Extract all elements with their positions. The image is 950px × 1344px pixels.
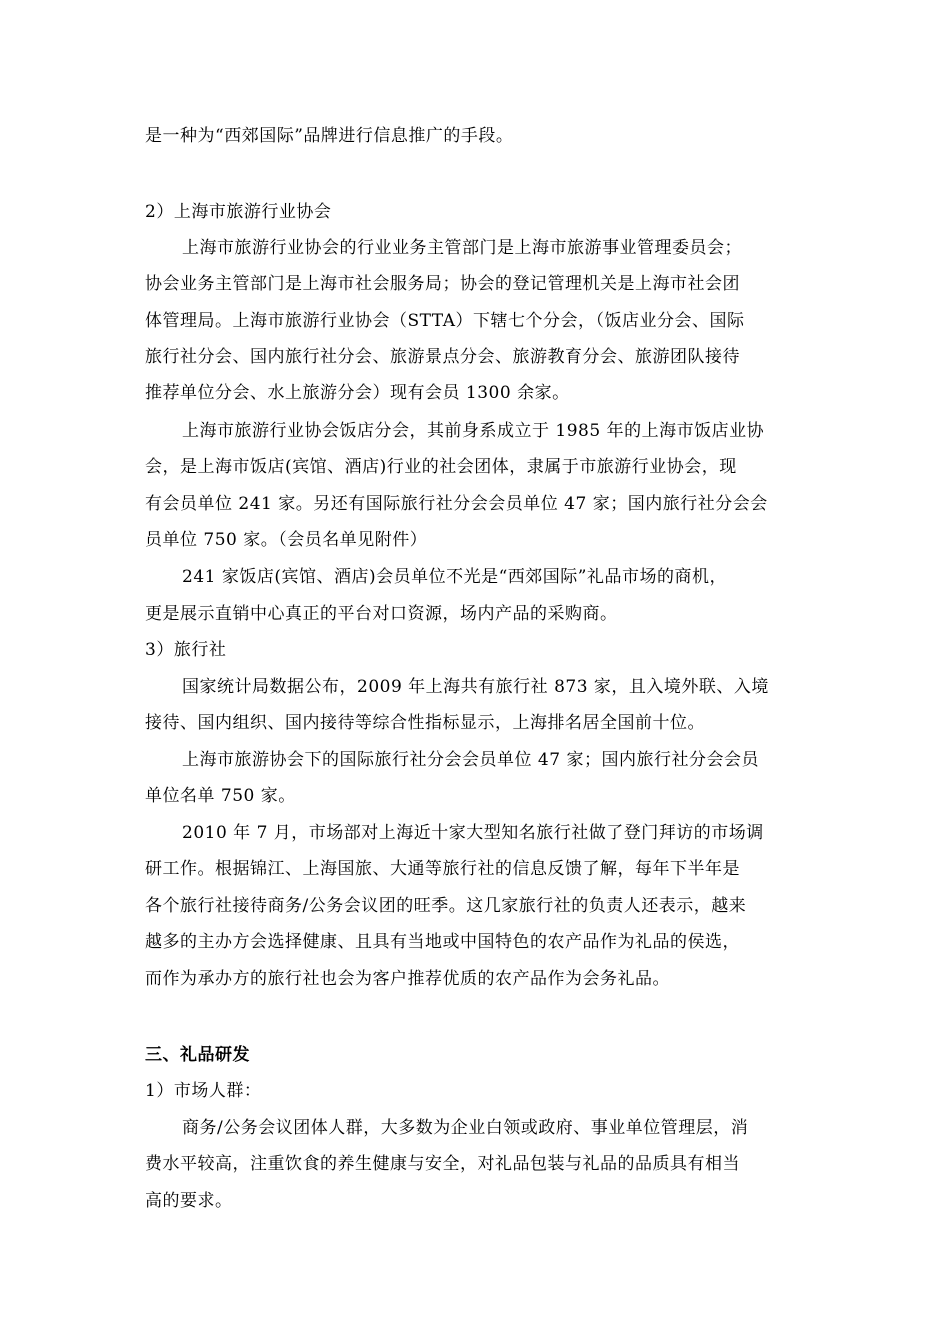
paragraph-line: 241 家饭店(宾馆、酒店)会员单位不光是“西郊国际”礼品市场的商机， [182, 567, 727, 587]
paragraph-line: 上海市旅游行业协会的行业业务主管部门是上海市旅游事业管理委员会； [182, 238, 742, 258]
paragraph-line: 更是展示直销中心真正的平台对口资源，场内产品的采购商。 [145, 604, 618, 624]
paragraph-line: 研工作。根据锦江、上海国旅、大通等旅行社的信息反馈了解，每年下半年是 [145, 859, 740, 879]
paragraph-line: 接待、国内组织、国内接待等综合性指标显示，上海排名居全国前十位。 [145, 713, 705, 733]
section-subheading: 2）上海市旅游行业协会 [145, 202, 332, 222]
paragraph-line: 会，是上海市饭店(宾馆、酒店)行业的社会团体，隶属于市旅游行业协会，现 [145, 457, 737, 477]
paragraph-line: 上海市旅游行业协会饭店分会，其前身系成立于 1985 年的上海市饭店业协 [182, 421, 765, 441]
paragraph-line: 2010 年 7 月，市场部对上海近十家大型知名旅行社做了登门拜访的市场调 [182, 823, 764, 843]
paragraph-line: 高的要求。 [145, 1191, 233, 1211]
paragraph-line: 是一种为“西郊国际”品牌进行信息推广的手段。 [145, 126, 514, 146]
section-subheading: 1）市场人群： [145, 1081, 262, 1101]
paragraph-line: 而作为承办方的旅行社也会为客户推荐优质的农产品作为会务礼品。 [145, 969, 670, 989]
paragraph-line: 国家统计局数据公布，2009 年上海共有旅行社 873 家，且入境外联、入境 [182, 677, 769, 697]
paragraph-line: 各个旅行社接待商务/公务会议团的旺季。这几家旅行社的负责人还表示，越来 [145, 896, 747, 916]
section-subheading: 3）旅行社 [145, 640, 227, 660]
paragraph-line: 有会员单位 241 家。另还有国际旅行社分会会员单位 47 家；国内旅行社分会会 [145, 494, 768, 514]
paragraph-line: 旅行社分会、国内旅行社分会、旅游景点分会、旅游教育分会、旅游团队接待 [145, 347, 740, 367]
section-heading: 三、礼品研发 [145, 1045, 250, 1065]
paragraph-line: 员单位 750 家。（会员名单见附件） [145, 530, 428, 550]
paragraph-line: 越多的主办方会选择健康、且具有当地或中国特色的农产品作为礼品的侯选， [145, 932, 740, 952]
paragraph-line: 商务/公务会议团体人群，大多数为企业白领或政府、事业单位管理层，消 [182, 1118, 749, 1138]
paragraph-line: 单位名单 750 家。 [145, 786, 296, 806]
paragraph-line: 上海市旅游协会下的国际旅行社分会会员单位 47 家；国内旅行社分会会员 [182, 750, 759, 770]
paragraph-line: 费水平较高，注重饮食的养生健康与安全，对礼品包装与礼品的品质具有相当 [145, 1154, 740, 1174]
paragraph-line: 协会业务主管部门是上海市社会服务局；协会的登记管理机关是上海市社会团 [145, 274, 740, 294]
paragraph-line: 推荐单位分会、水上旅游分会）现有会员 1300 余家。 [145, 383, 570, 403]
paragraph-line: 体管理局。上海市旅游行业协会（STTA）下辖七个分会，（饭店业分会、国际 [145, 311, 745, 331]
